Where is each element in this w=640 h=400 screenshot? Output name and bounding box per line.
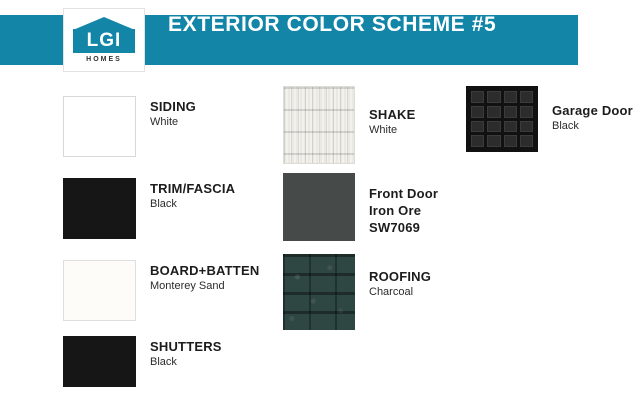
front-door-sub2: SW7069 — [369, 220, 421, 235]
garage-panel — [504, 106, 517, 118]
swatch-row-front-door — [283, 173, 438, 241]
front-door-swatch — [283, 173, 355, 241]
garage-panel — [471, 106, 484, 118]
garage-panel — [471, 91, 484, 103]
garage-panel — [471, 121, 484, 133]
swatch-row-board-batten — [63, 260, 259, 321]
swatch-row-shake — [283, 86, 416, 164]
swatch-row-garage-door — [466, 86, 633, 152]
trim-fascia-sub: Black — [150, 198, 177, 210]
front-door-labels — [369, 173, 438, 236]
trim-fascia-labels — [150, 178, 235, 212]
shake-sub: White — [369, 124, 398, 136]
board-batten-sub: Monterey Sand — [150, 280, 225, 292]
shake-title: SHAKE — [369, 107, 416, 122]
shutters-sub: Black — [150, 356, 177, 368]
garage-door-labels — [552, 86, 633, 134]
board-batten-labels — [150, 260, 259, 294]
front-door-sub: Iron Ore — [369, 203, 422, 218]
garage-door-sub: Black — [552, 120, 579, 132]
swatch-row-siding — [63, 96, 196, 157]
shutters-labels — [150, 336, 222, 370]
shutters-title: SHUTTERS — [150, 339, 222, 354]
board-batten-title: BOARD+BATTEN — [150, 263, 260, 278]
shake-swatch — [283, 86, 355, 164]
garage-panel — [504, 91, 517, 103]
siding-sub: White — [150, 116, 179, 128]
garage-panel — [487, 121, 500, 133]
garage-panel — [487, 135, 500, 147]
logo-house-icon — [73, 17, 135, 53]
trim-fascia-swatch — [63, 178, 136, 239]
shake-labels — [369, 86, 416, 138]
siding-labels — [150, 96, 196, 130]
roofing-sub: Charcoal — [369, 286, 414, 298]
garage-door-swatch — [466, 86, 538, 152]
siding-swatch — [63, 96, 136, 157]
garage-panel — [520, 106, 533, 118]
garage-panel — [520, 121, 533, 133]
shutters-swatch — [63, 336, 136, 387]
garage-panel — [487, 106, 500, 118]
roofing-title: ROOFING — [369, 269, 432, 284]
siding-title: SIDING — [150, 99, 196, 114]
roofing-labels — [369, 254, 431, 300]
garage-panel — [520, 135, 533, 147]
logo-letters: LGI — [73, 29, 135, 53]
garage-panel — [471, 135, 484, 147]
board-batten-swatch — [63, 260, 136, 321]
garage-panel — [504, 135, 517, 147]
page-title: EXTERIOR COLOR SCHEME #5 — [168, 13, 497, 36]
roofing-swatch — [283, 254, 355, 330]
garage-panel — [520, 91, 533, 103]
logo-subtext: HOMES — [86, 56, 122, 63]
garage-door-title: Garage Door — [552, 103, 633, 118]
garage-panel — [504, 121, 517, 133]
lgi-homes-logo — [63, 8, 145, 72]
garage-panel — [487, 91, 500, 103]
trim-fascia-title: TRIM/FASCIA — [150, 181, 236, 196]
front-door-title: Front Door — [369, 186, 439, 201]
swatch-row-trim-fascia — [63, 178, 235, 239]
swatch-row-roofing — [283, 254, 431, 330]
swatch-row-shutters — [63, 336, 222, 387]
